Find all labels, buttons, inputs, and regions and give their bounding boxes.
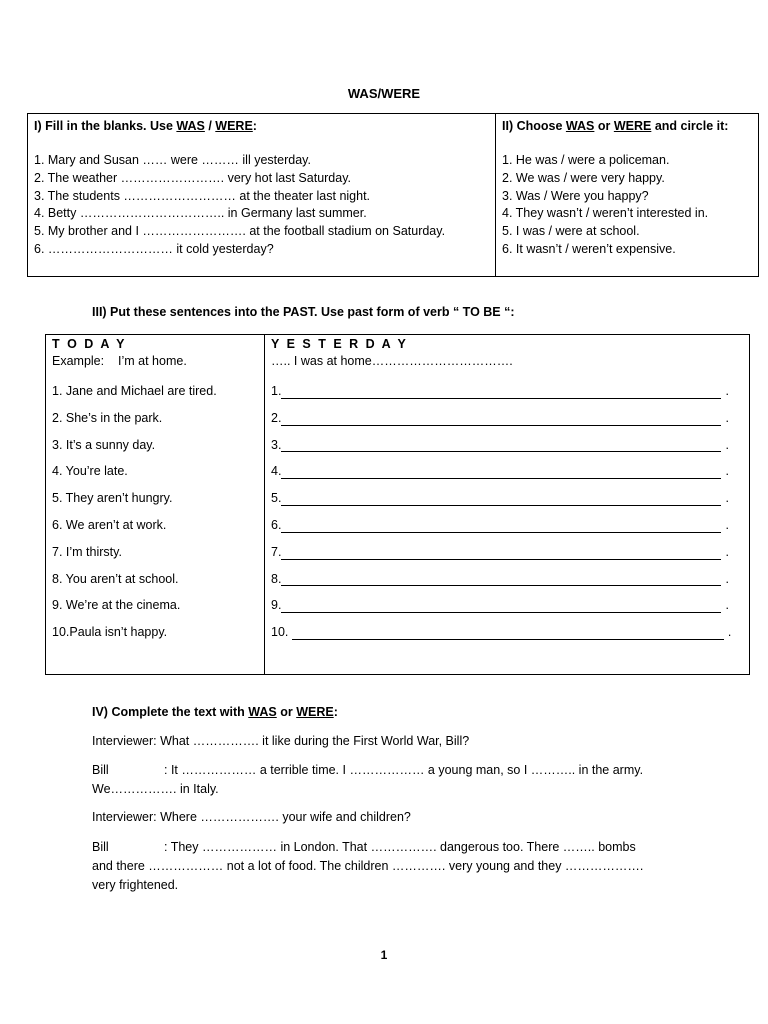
answer-line[interactable]: 3. .: [271, 432, 743, 459]
exercise-4-heading: IV) Complete the text with WAS or WERE:: [92, 705, 338, 719]
exercise-2-item: 2. We was / were very happy.: [502, 170, 665, 185]
today-sentence: 9. We’re at the cinema.: [52, 598, 181, 613]
today-sentence: 6. We aren’t at work.: [52, 517, 167, 532]
exercise-2-heading: II) Choose WAS or WERE and circle it:: [502, 119, 729, 133]
yesterday-label: Y E S T E R D A Y: [271, 337, 408, 351]
exercise-2-item: 4. They wasn’t / weren’t interested in.: [502, 206, 709, 221]
answer-line[interactable]: 9. .: [271, 592, 743, 619]
exercise-3-table: [45, 334, 750, 675]
exercise-1-item: 6. ………………………… it cold yesterday?: [34, 241, 274, 256]
exercise-2-item: 3. Was / Were you happy?: [502, 188, 649, 203]
today-sentence: 1. Jane and Michael are tired.: [52, 384, 217, 398]
today-sentence: 8. You aren’t at school.: [52, 571, 179, 586]
dialogue-line: Interviewer: Where ………………. your wife and children?: [92, 810, 411, 824]
today-sentence: 4. You’re late.: [52, 464, 128, 479]
answer-line[interactable]: 7. .: [271, 539, 743, 566]
worksheet-title: WAS/WERE: [347, 86, 421, 101]
today-sentence: 5. They aren’t hungry.: [52, 491, 173, 506]
exercise-1-heading: I) Fill in the blanks. Use WAS / WERE:: [34, 119, 257, 133]
today-column: [46, 335, 265, 675]
answer-line[interactable]: 4. .: [271, 458, 743, 485]
example-today: Example: I’m at home.: [52, 354, 187, 368]
exercise-2-item: 5. I was / were at school.: [502, 224, 640, 239]
answer-line[interactable]: 6. .: [271, 512, 743, 539]
answer-line[interactable]: 2. .: [271, 405, 743, 432]
answer-line[interactable]: 8. .: [271, 566, 743, 593]
answer-line[interactable]: 10. .: [271, 619, 743, 646]
today-sentence: 3. It’s a sunny day.: [52, 437, 156, 452]
exercise-1-item: 3. The students ……………………… at the theater last night.: [34, 188, 371, 203]
exercise-2-cell: [496, 114, 759, 277]
exercise-1-item: 2. The weather ……………………. very hot last Saturday.: [34, 170, 352, 185]
today-sentence: 10.Paula isn’t happy.: [52, 625, 168, 640]
today-label: T O D A Y: [52, 337, 127, 351]
exercise-1-cell: [28, 114, 496, 277]
page-number: 1: [380, 948, 388, 962]
dialogue-line: Bill : They ……………… in London. That ……………. dangerous too. There …….. bombs and there ……………… not a lot of food. The children …………. very young and they ………………. very frightened.: [92, 840, 644, 892]
exercise-3-heading: III) Put these sentences into the PAST. Use past form of verb “ TO BE “:: [92, 305, 515, 319]
dialogue-line: Bill : It ……………… a terrible time. I ……………… a young man, so I ……….. in the army. We……………. in Italy.: [92, 763, 644, 796]
exercise-1-item: 4. Betty …………………………….. in Germany last summer.: [34, 206, 367, 221]
exercise-1-2-table: [27, 113, 759, 277]
exercise-2-item: 1. He was / were a policeman.: [502, 153, 670, 167]
exercise-1-item: 1. Mary and Susan …… were ……… ill yesterday.: [34, 153, 311, 167]
today-sentence: 7. I’m thirsty.: [52, 544, 122, 559]
yesterday-column: [265, 335, 750, 675]
exercise-1-item: 5. My brother and I ……………………. at the football stadium on Saturday.: [34, 224, 446, 239]
exercise-2-item: 6. It wasn’t / weren’t expensive.: [502, 241, 676, 256]
answer-line[interactable]: 5. .: [271, 485, 743, 512]
dialogue-line: Interviewer: What ……………. it like during the First World War, Bill?: [92, 734, 470, 748]
example-yesterday: ….. I was at home…………………………….: [271, 354, 513, 368]
answer-line[interactable]: 1. .: [271, 378, 743, 405]
today-sentence: 2. She’s in the park.: [52, 410, 163, 425]
